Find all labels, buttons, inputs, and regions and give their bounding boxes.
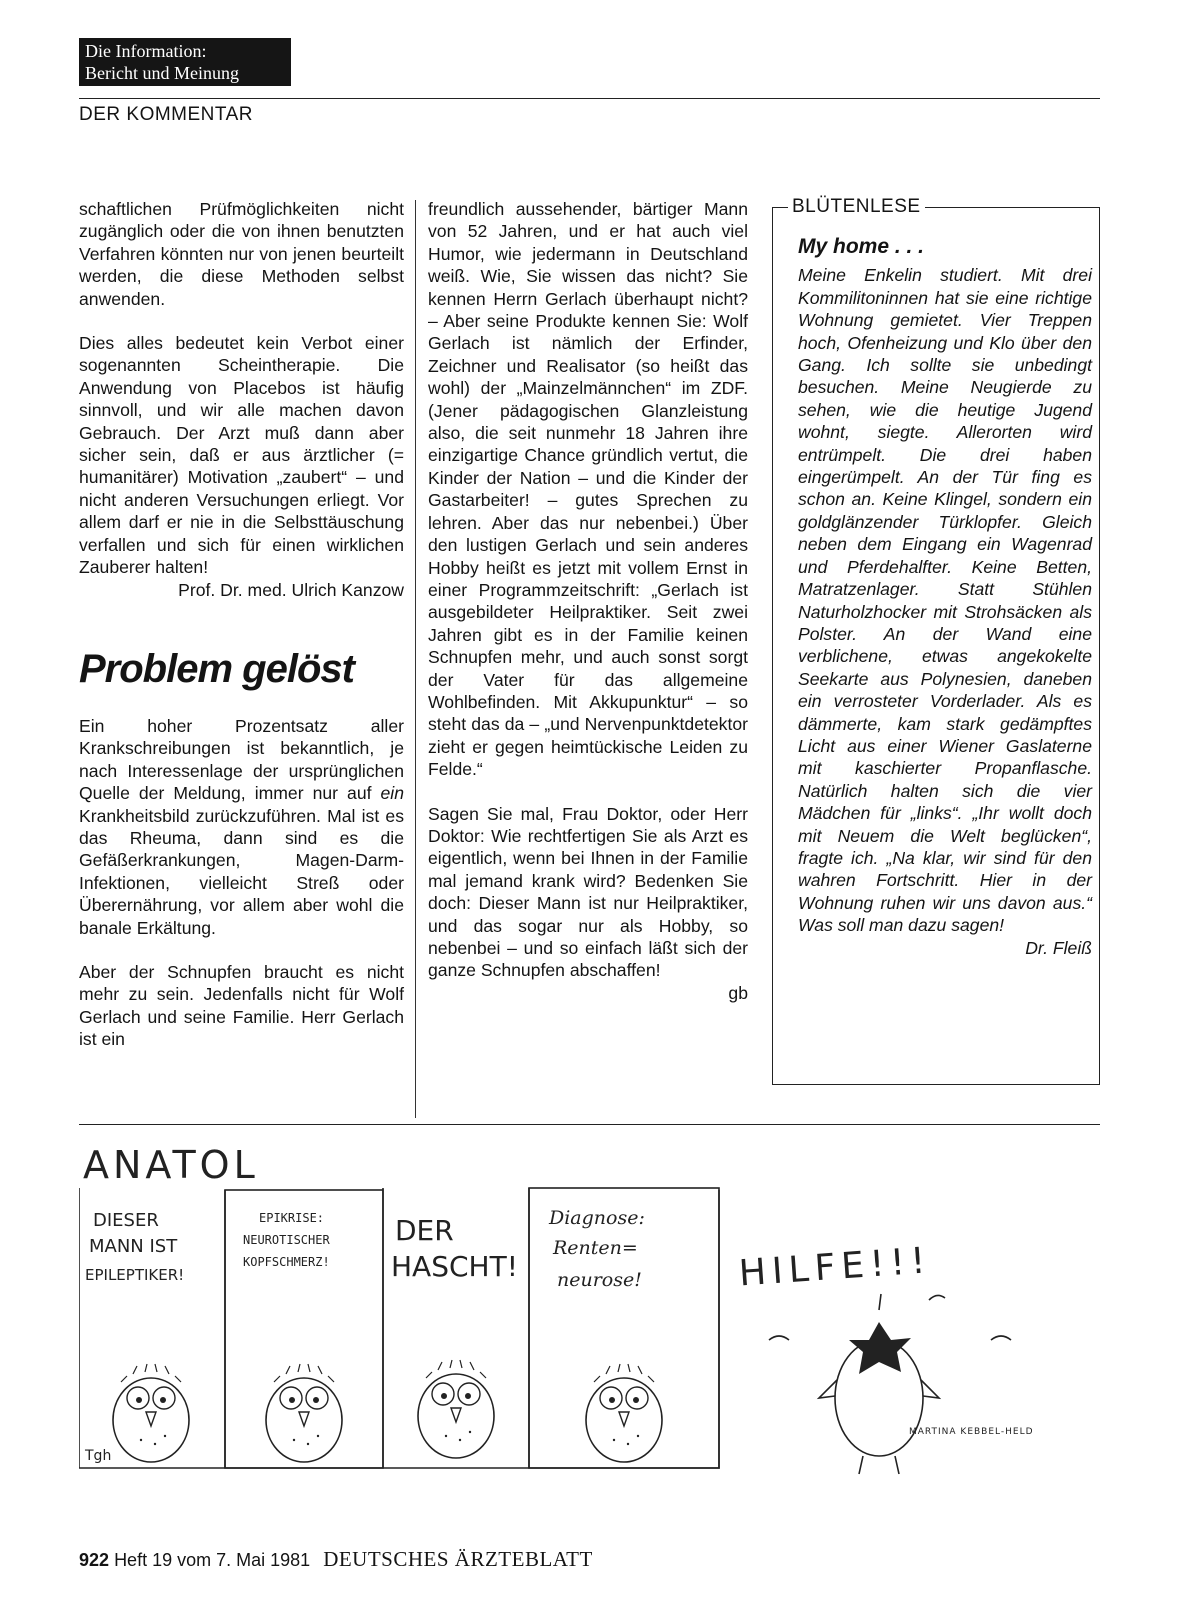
article-headline: Problem gelöst [79, 646, 354, 691]
column-2 [428, 198, 748, 1004]
panel2-line3: KOPFSCHMERZ! [243, 1255, 330, 1269]
panel2-line2: NEUROTISCHER [243, 1233, 330, 1247]
col1-paragraph-4: Aber der Schnupfen braucht es nicht mehr zu sein. Jedenfalls nicht für Wolf Gerlach und seine Familie. Herr Gerlach ist ein [79, 961, 404, 1050]
col1-paragraph-2: Dies alles bedeutet kein Verbot einer sogenannten Scheintherapie. Die Anwendung von Placebos ist häufig sinnvoll, und wir alle machen davon Gebrauch. Der Arzt muß dann aber sicher sein, daß er aus ärztlicher (= humanitärer) Motivation „zaubert“ – und nicht anderen Versuchungen erliegt. Vor allem darf er nie in die Selbsttäuschung verfallen und sich für einen wirklichen Zauberer halten! [79, 333, 404, 578]
panel4-line2: Renten= [553, 1237, 638, 1259]
box-title: My home . . . [798, 235, 925, 258]
p3-emphasis: ein [380, 783, 404, 804]
panel5-text: HILFE!!! [737, 1240, 933, 1295]
owl-panel-2 [266, 1364, 342, 1462]
col2-paragraph-1: freundlich aussehender, bärtiger Mann von 52 Jahren, und er hat auch viel Humor, wie jedermann in Deutschland weiß. Wie, Sie wissen das nicht? Sie kennen Herrn Gerlach überhaupt nicht? – Aber seine Produkte kennen Sie: Wolf Gerlach ist nämlich der Erfinder, Zeichner und Realisator (so heißt das wohl) der „Mainzelmännchen“ im ZDF. (Jener pädagogischen Glanzleistung also, die seit nunmehr 18 Jahren ihre einzigartige Chance gründlich vertut, die Kinder der Nation – und die Kinder der Gastarbeiter! – gutes Sprechen zu lehren. Aber das nur nebenbei.) Über den lustigen Gerlach und sein anderes Hobby heißt es jetzt mit vollem Ernst in einer Programmzeitschrift: „Gerlach ist ausgebildeter Heilpraktiker. Seit zwei Jahren gibt es in der Familie keinen Schnupfen mehr, und auch sonst sorgt der Vater für das allgemeine Wohlbefinden. Mit Akkupunktur“ – so steht das da – „und Nervenpunktdetektor zieht er gegen heimtückische Leiden zu Felde.“ [428, 199, 748, 780]
col1-paragraph-3 [79, 715, 404, 939]
panel1-line1: DIESER [93, 1210, 159, 1231]
panel3-line1: DER [395, 1214, 454, 1247]
section-label: DER KOMMENTAR [79, 104, 253, 125]
owl-panel-4 [586, 1364, 662, 1462]
panel1-line2: MANN IST [89, 1236, 178, 1257]
issue-info: Heft 19 vom 7. Mai 1981 [114, 1550, 311, 1570]
col2-signature: gb [728, 982, 748, 1003]
panel3-line2: HASCHT! [391, 1250, 518, 1283]
p3-text-b: Krankheitsbild zurückzuführen. Mal ist es das Rheuma, dann sind es die Gefäßerkrankungen, Magen-Darm-Infektionen, vielleicht Streß oder Überernährung, vor allem aber wohl die banale Erkältung. [79, 805, 404, 938]
owl-panel-3 [418, 1360, 494, 1458]
author-signature: Prof. Dr. med. Ulrich Kanzow [178, 579, 404, 600]
cartoon-divider [79, 1124, 1100, 1125]
owl-panel-1 [113, 1364, 189, 1462]
panel4-line1: Diagnose: [549, 1207, 645, 1229]
box-text: Meine Enkelin studiert. Mit drei Kommilitoninnen hat sie eine richtige Wohnung gemietet. Vier Treppen hoch, Ofenheizung und Klo über den Gang. Ich sollte sie unbedingt besuchen. Meine Neugierde zu sehen, wie die heutige Jugend wohnt, siegte. Allerorten wird entrümpelt. Die drei haben eingerümpelt. An der Tür fing es schon an. Keine Klingel, sondern ein goldglänzender Türklopfer. Gleich neben dem Eingang ein Wagenrad und Pferdehalfter. Keine Betten, Matratzenlager. Statt Stühlen Naturholzhocker mit Strohsäcken als Polster. An der Wand eine verblichene, etwas angekokelte Seekarte aus Polynesien, daneben ein verrosteter Vorderlader. Als es dämmerte, kam stark gedämpftes Licht aus einer Wiener Gaslaterne mit kaschierter Propanflasche. Natürlich halten sich die vier Mädchen für „links“. „Ihr wollt doch mit Neuem die Welt beglücken“, fragte ich. „Na klar, wir sind für den wahren Fortschritt. Hier in der Wohnung ruhen wir uns davon aus.“ Was soll man dazu sagen! [798, 265, 1092, 936]
anatol-cartoon [79, 1130, 1100, 1535]
cartoon-title: ANATOL [83, 1143, 259, 1187]
section-badge [79, 38, 291, 86]
badge-line-1: Die Information: [85, 41, 207, 61]
page-number: 922 [79, 1550, 110, 1570]
owl-panel-5 [769, 1294, 1011, 1474]
cartoonist-signature: Tgh [85, 1448, 112, 1464]
box-content [798, 236, 1092, 959]
panel1-line3: EPILEPTIKER! [85, 1266, 185, 1284]
panel2-line1: EPIKRISE: [259, 1211, 325, 1225]
journal-name: DEUTSCHES ÄRZTEBLATT [323, 1547, 593, 1571]
column-divider [415, 200, 416, 1118]
badge-line-2: Bericht und Meinung [85, 63, 239, 83]
box-label: BLÜTENLESE [788, 196, 925, 218]
panel4-line3: neurose! [557, 1269, 642, 1291]
col1-paragraph-1: schaftlichen Prüfmöglichkeiten nicht zugänglich oder die von ihnen benutzten Verfahren könnten nur von jenen beurteilt werden, die diese Methoden selbst anwenden. [79, 199, 404, 309]
col2-paragraph-2: Sagen Sie mal, Frau Doktor, oder Herr Doktor: Wie rechtfertigen Sie als Arzt es eigentlich, wenn bei Ihnen in der Familie mal jemand krank wird? Bedenken Sie doch: Dieser Mann ist nur Heilpraktiker, und das sogar nur als Hobby, so nebenbei – und so einfach läßt sich der ganze Schnupfen abschaffen! [428, 803, 748, 981]
box-signature: Dr. Fleiß [1025, 937, 1092, 958]
top-divider [79, 98, 1100, 99]
cartoon-credit: MARTINA KEBBEL-HELD [909, 1427, 1034, 1437]
column-1 [79, 198, 404, 1051]
p3-text-a: Ein hoher Prozentsatz aller Krankschreibungen ist bekanntlich, je nach Interessenlage der ursprünglichen Quelle der Meldung, immer nur auf [79, 715, 404, 804]
page-footer [79, 1547, 593, 1572]
